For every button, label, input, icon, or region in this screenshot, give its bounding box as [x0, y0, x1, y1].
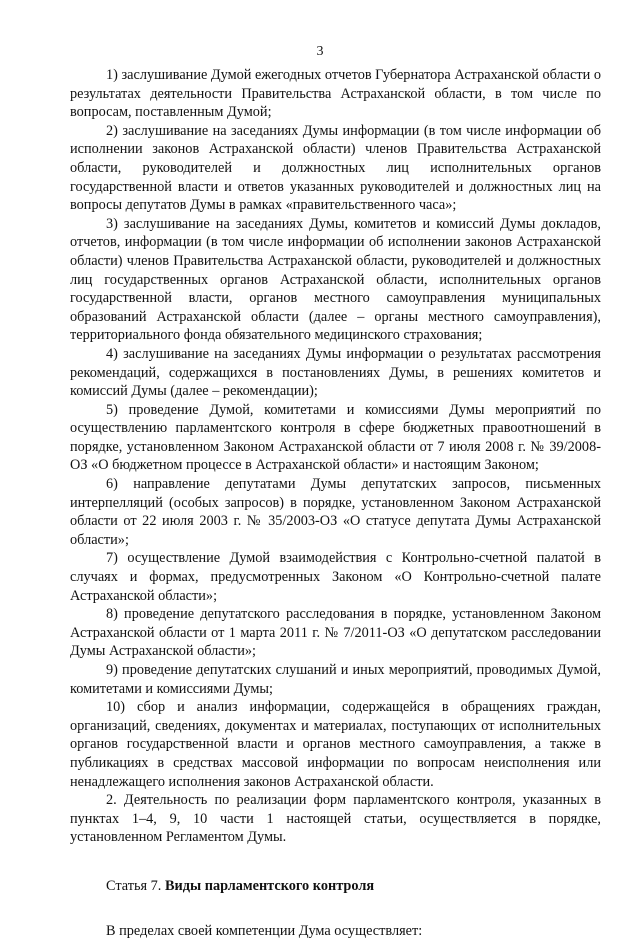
article-title: Виды парламентского контроля	[164, 877, 375, 894]
list-item-2: 2) заслушивание на заседаниях Думы информации (в том числе информации об исполнении законов Астраханской области) членов Правительства Астраханской области, руководителей и должностных лиц исполнительных органов государственной власти и ответов указанных руководителей и должностных лиц на вопросы депутатов Думы в рамках «правительственного часа»;	[70, 122, 601, 214]
list-item-8: 8) проведение депутатского расследования в порядке, установленном Законом Астраханской области от 1 марта 2011 г. № 7/2011-ОЗ «О депутатском расследовании Думы Астраханской области»;	[70, 606, 601, 660]
list-item-5: 5) проведение Думой, комитетами и комиссиями Думы мероприятий по осуществлению парламентского контроля в сфере бюджетных правоотношений в порядке, установленном Законом Астраханской области от 7 июля 2008 г. № 39/2008-ОЗ «О бюджетном процессе в Астраханской области» и настоящим Законом;	[70, 401, 601, 474]
document-body	[70, 66, 601, 940]
list-item-10: 10) сбор и анализ информации, содержащейся в обращениях граждан, организаций, сведениях, документах и материалах, поступающих от исполнительных органов государственной власти и органов местного самоуправления, а также в публикациях в средствах массовой информации по вопросам неисполнения или ненадлежащего исполнения законов Астраханской области.	[70, 699, 601, 790]
page-number: 3	[316, 44, 324, 59]
list-item-4: 4) заслушивание на заседаниях Думы информации о результатах рассмотрения рекомендаций, содержащихся в постановлениях Думы, в решениях комитетов и комиссий Думы (далее – рекомендации);	[70, 345, 601, 400]
list-item-9: 9) проведение депутатских слушаний и иных мероприятий, проводимых Думой, комитетами и комиссиями Думы;	[70, 662, 601, 697]
article-intro: В пределах своей компетенции Дума осуществляет:	[106, 922, 423, 939]
article-number: Статья 7.	[106, 877, 162, 894]
list-item-1: 1) заслушивание Думой ежегодных отчетов Губернатора Астраханской области о результатах деятельности Правительства Астраханской области, в том числе по вопросам, поставленным Думой;	[70, 67, 601, 121]
list-item-7: 7) осуществление Думой взаимодействия с Контрольно-счетной палатой в случаях и формах, предусмотренных Законом «О Контрольно-счетной палате Астраханской области»;	[70, 550, 601, 604]
part-2-paragraph: 2. Деятельность по реализации форм парламентского контроля, указанных в пунктах 1–4, 9, 10 части 1 настоящей статьи, осуществляется в порядке, установленном Регламентом Думы.	[70, 792, 601, 846]
article-heading	[70, 877, 601, 896]
list-item-6: 6) направление депутатами Думы депутатских запросов, письменных интерпелляций (особых запросов) в порядке, установленном Законом Астраханской области от 22 июля 2003 г. № 35/2003-ОЗ «О статусе депутата Думы Астраханской области»;	[70, 476, 601, 548]
list-item-3: 3) заслушивание на заседаниях Думы, комитетов и комиссий Думы докладов, отчетов, информации (в том числе информации об исполнении законов Астраханской области) членов Правительства Астраханской области, руководителей и должностных лиц государственных органов Астраханской области, исполнительных органов государственной власти, органов местного самоуправления муниципальных образований Астраханской области (далее – органы местного самоуправления), территориального фонда обязательного медицинского страхования;	[70, 215, 601, 344]
